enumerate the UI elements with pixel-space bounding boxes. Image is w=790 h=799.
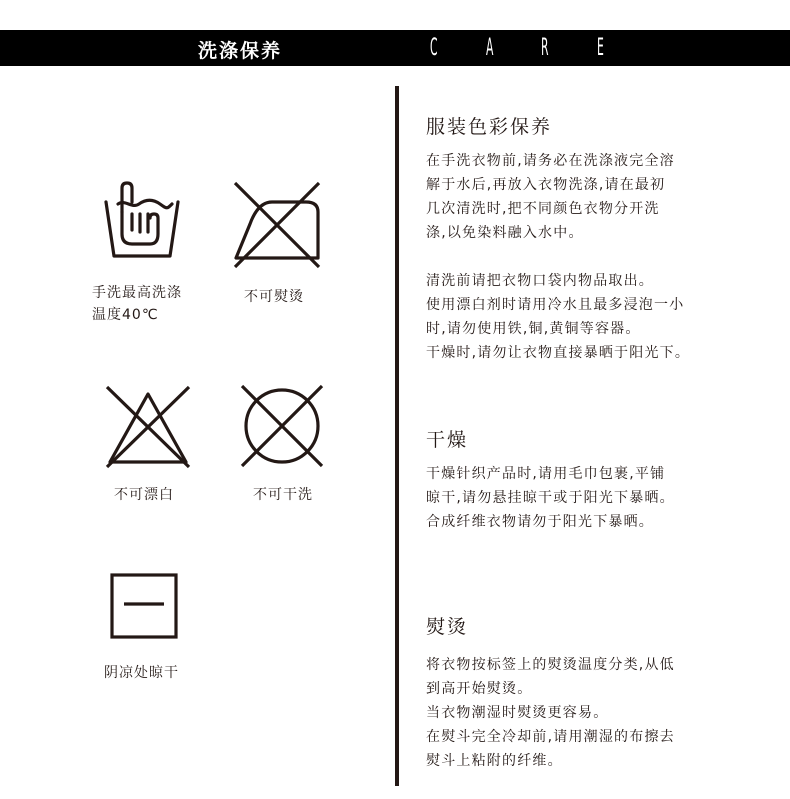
no-iron-icon — [232, 180, 322, 270]
header-title: 洗涤保养 — [198, 40, 283, 62]
text-line: 时,请勿使用铁,铜,黄铜等容器。 — [426, 321, 641, 337]
text-line: 解于水后,再放入衣物洗涤,请在最初 — [426, 177, 666, 193]
shade-dry-icon — [110, 573, 178, 639]
no-dry-clean-label: 不可干洗 — [253, 487, 313, 503]
text-line: 在手洗衣物前,请务必在洗涤液完全溶 — [426, 153, 675, 169]
text-line: 熨斗上粘附的纤维。 — [426, 753, 563, 769]
vertical-divider — [395, 86, 399, 786]
ironing-text — [426, 653, 726, 773]
no-dry-clean-icon — [238, 382, 326, 470]
text-line: 在熨斗完全冷却前,请用潮湿的布擦去 — [426, 729, 675, 745]
text-line: 干燥时,请勿让衣物直接暴晒于阳光下。 — [426, 345, 691, 361]
text-line: 使用漂白剂时请用冷水且最多浸泡一小 — [426, 297, 685, 313]
text-line: 干燥针织产品时,请用毛巾包裹,平铺 — [426, 466, 666, 482]
no-bleach-icon — [104, 384, 192, 470]
text-line: 合成纤维衣物请勿于阳光下暴晒。 — [426, 514, 654, 530]
hand-wash-icon — [100, 178, 184, 258]
no-iron-label: 不可熨烫 — [244, 289, 304, 305]
care-letter-a: A — [486, 33, 494, 61]
care-letter-r: R — [541, 33, 549, 61]
care-letter-e: E — [597, 33, 604, 61]
shade-dry-label: 阴凉处晾干 — [104, 665, 179, 681]
care-letter-c: C — [430, 33, 438, 61]
color-care-text — [426, 149, 726, 365]
ironing-title: 熨烫 — [426, 616, 469, 638]
text-line: 晾干,请勿悬挂晾干或于阳光下暴晒。 — [426, 490, 675, 506]
text-line: 当衣物潮湿时熨烫更容易。 — [426, 705, 609, 721]
drying-title: 干燥 — [426, 429, 469, 451]
text-line: 将衣物按标签上的熨烫温度分类,从低 — [426, 657, 675, 673]
text-line: 清洗前请把衣物口袋内物品取出。 — [426, 273, 654, 289]
no-bleach-label: 不可漂白 — [114, 487, 174, 503]
text-line: 到高开始熨烫。 — [426, 681, 533, 697]
text-line: 涤,以免染料融入水中。 — [426, 225, 584, 241]
text-line: 几次清洗时,把不同颜色衣物分开洗 — [426, 201, 660, 217]
color-care-title: 服装色彩保养 — [426, 116, 553, 138]
header-bar — [0, 30, 790, 66]
drying-text — [426, 462, 726, 534]
hand-wash-label: 手洗最高洗涤 温度40℃ — [92, 285, 182, 323]
